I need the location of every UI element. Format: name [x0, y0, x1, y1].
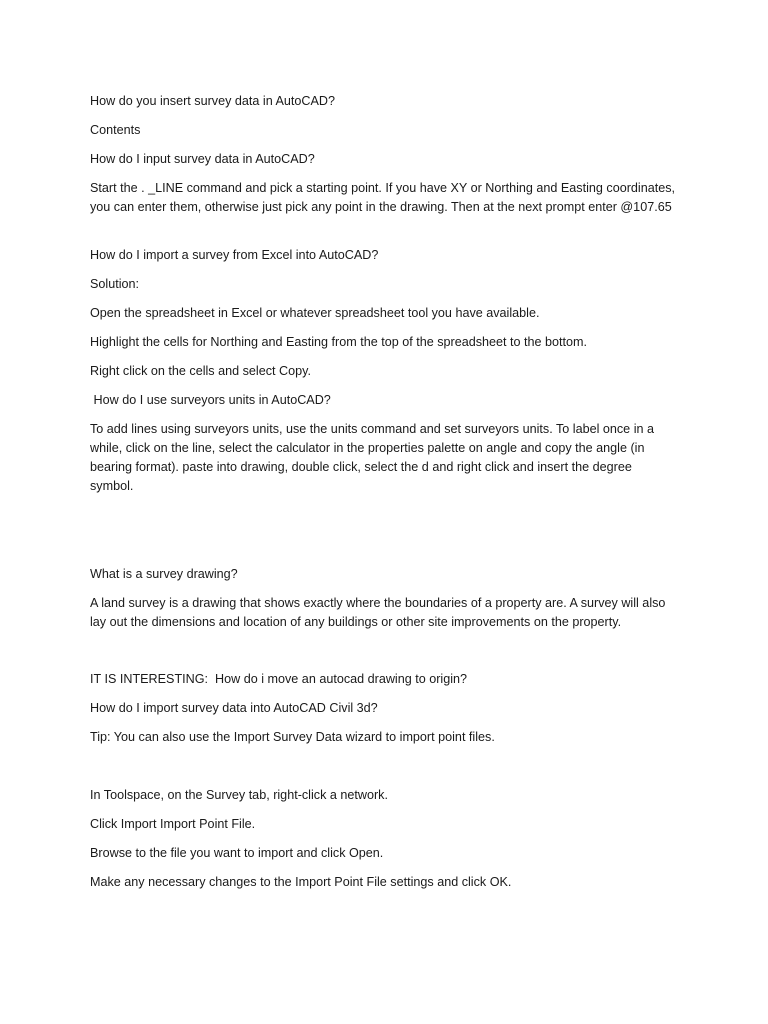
excel-step-copy: Right click on the cells and select Copy. — [90, 364, 311, 378]
civil-step-toolspace: In Toolspace, on the Survey tab, right-click a network. — [90, 788, 388, 802]
question-surveyors-units: How do I use surveyors units in AutoCAD? — [90, 393, 331, 407]
solution-label: Solution: — [90, 277, 140, 291]
excel-step-highlight: Highlight the cells for Northing and Easting from the top of the spreadsheet to the bottom. — [90, 335, 588, 349]
answer-surveyors-units: To add lines using surveyors units, use the units command and set surveyors units. To label once in a while, click on the line, select the calculator in the properties palette on angle and copy the angle (in bearing format). paste into drawing, double click, select the d and right click and insert the degree symbol. — [90, 422, 658, 493]
question-survey-drawing: What is a survey drawing? — [90, 567, 238, 581]
document-title: How do you insert survey data in AutoCAD? — [90, 94, 336, 108]
contents-label: Contents — [90, 123, 141, 137]
civil-step-browse: Browse to the file you want to import and click Open. — [90, 846, 384, 860]
civil-step-settings: Make any necessary changes to the Import Point File settings and click OK. — [90, 875, 512, 889]
interesting-note: IT IS INTERESTING: How do i move an autocad drawing to origin? — [90, 672, 468, 686]
question-input-survey: How do I input survey data in AutoCAD? — [90, 152, 315, 166]
tip-text: Tip: You can also use the Import Survey Data wizard to import point files. — [90, 730, 495, 744]
question-civil3d: How do I import survey data into AutoCAD Civil 3d? — [90, 701, 378, 715]
answer-input-survey: Start the . _LINE command and pick a starting point. If you have XY or Northing and Easting coordinates, you can enter them, otherwise just pick any point in the drawing. Then at the next prompt enter @107.65 — [90, 181, 679, 214]
excel-step-open: Open the spreadsheet in Excel or whatever spreadsheet tool you have available. — [90, 306, 540, 320]
question-import-excel: How do I import a survey from Excel into AutoCAD? — [90, 248, 379, 262]
answer-survey-drawing: A land survey is a drawing that shows exactly where the boundaries of a property are. A survey will also lay out the dimensions and location of any buildings or other site improvements on the property. — [90, 596, 669, 629]
civil-step-import: Click Import Import Point File. — [90, 817, 256, 831]
